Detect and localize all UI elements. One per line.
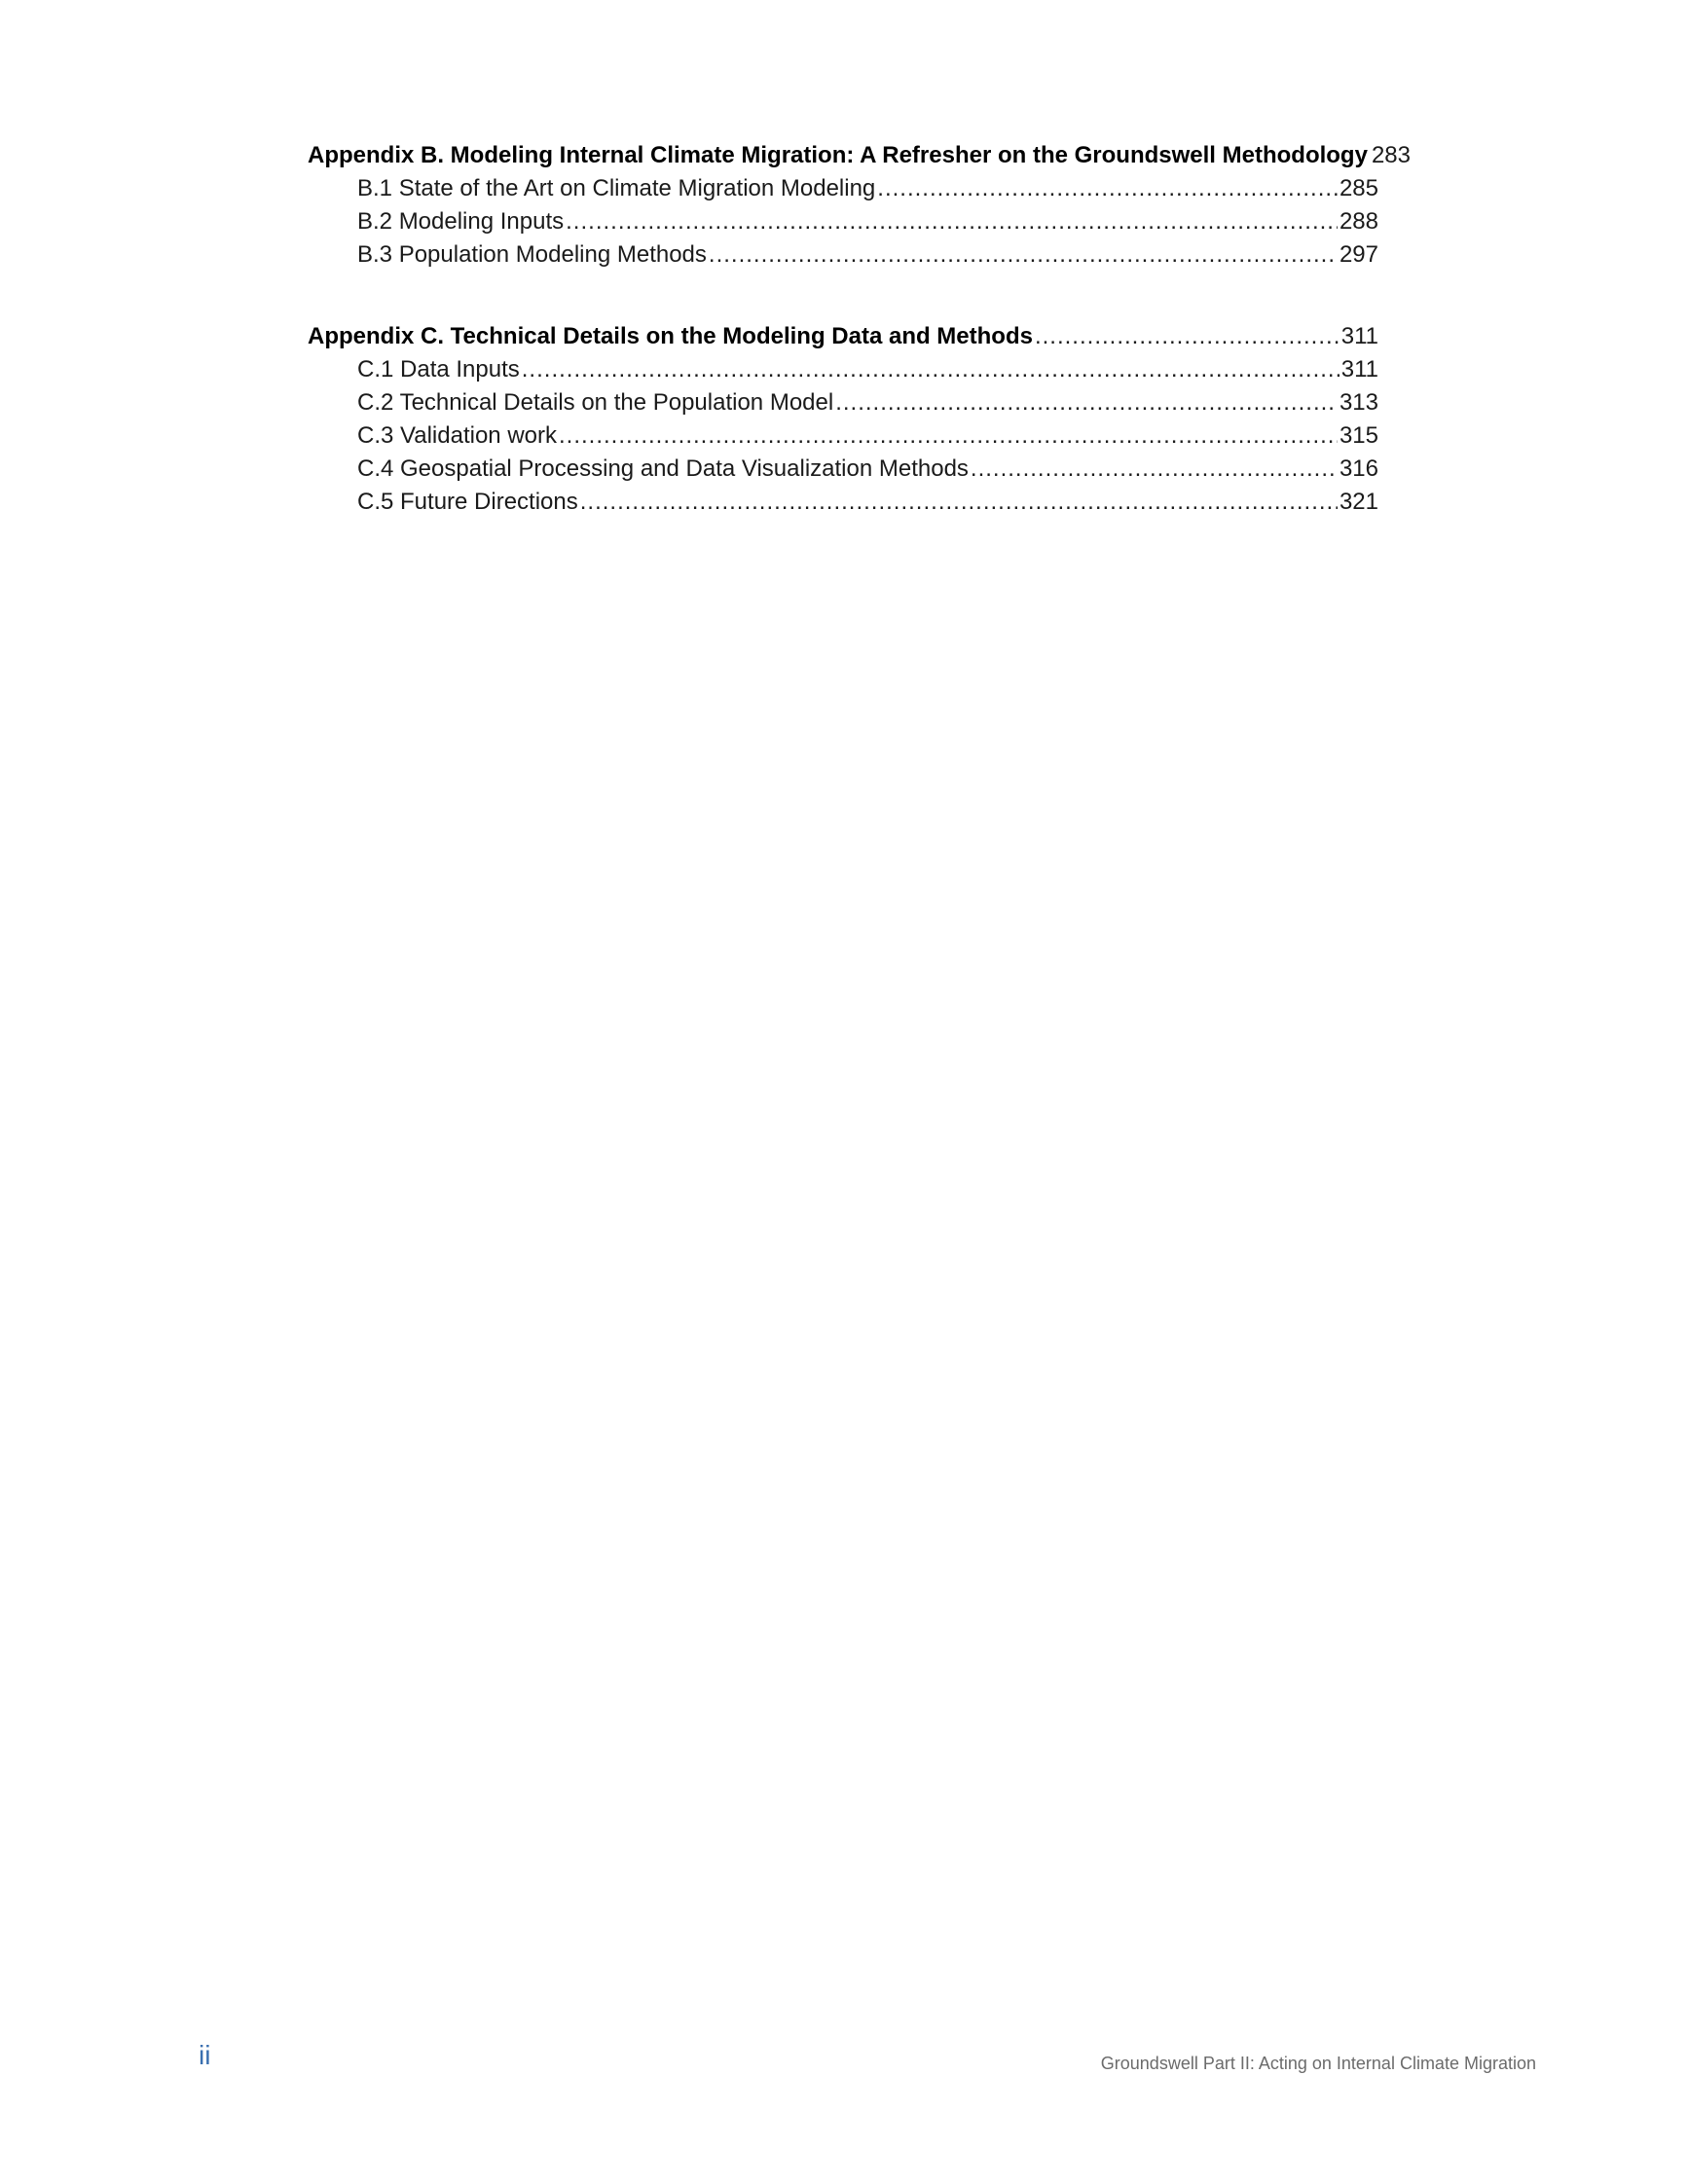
- toc-item-label: B.3 Population Modeling Methods: [357, 241, 707, 268]
- dot-leader: [709, 238, 1338, 272]
- toc-page-number: 315: [1339, 422, 1378, 449]
- dot-leader: [580, 486, 1338, 519]
- toc-item-label: B.1 State of the Art on Climate Migration Modeling: [357, 175, 876, 201]
- toc-page-number: 321: [1339, 489, 1378, 515]
- toc-item-c4[interactable]: [308, 453, 1378, 486]
- toc-heading-appendix-c[interactable]: [308, 320, 1378, 353]
- toc-page-number: 283: [1371, 142, 1411, 168]
- toc-item-b3[interactable]: [308, 238, 1378, 272]
- toc-item-b1[interactable]: [308, 172, 1378, 205]
- toc-item-label: C.5 Future Directions: [357, 489, 578, 515]
- toc-page-number: 311: [1340, 356, 1378, 382]
- toc-item-label: C.3 Validation work: [357, 422, 557, 449]
- toc-item-label: C.2 Technical Details on the Population Model: [357, 389, 834, 416]
- toc-heading-label: Appendix C. Technical Details on the Modeling Data and Methods: [308, 323, 1033, 349]
- toc-item-label: C.1 Data Inputs: [357, 356, 520, 382]
- toc-item-c2[interactable]: [308, 386, 1378, 419]
- toc-item-c3[interactable]: [308, 419, 1378, 453]
- dot-leader: [877, 172, 1338, 205]
- toc-page-number: 311: [1340, 323, 1378, 349]
- dot-leader: [559, 419, 1338, 453]
- toc-page-number: 313: [1339, 389, 1378, 416]
- toc-page-number: 285: [1339, 175, 1378, 201]
- dot-leader: [566, 205, 1338, 238]
- toc-item-label: B.2 Modeling Inputs: [357, 208, 565, 235]
- toc-heading-label: Appendix B. Modeling Internal Climate Migration: A Refresher on the Groundswell Methodology: [308, 142, 1368, 168]
- dot-leader: [522, 353, 1339, 386]
- toc-page-number: 288: [1339, 208, 1378, 235]
- toc-page-number: 316: [1339, 455, 1378, 482]
- toc-section-appendix-b: [308, 139, 1411, 272]
- dot-leader: [835, 386, 1338, 419]
- table-of-contents: [308, 139, 1411, 567]
- dot-leader: [971, 453, 1338, 486]
- toc-item-c5[interactable]: [308, 486, 1378, 519]
- footer-page-number: ii: [199, 2040, 211, 2070]
- toc-heading-appendix-b[interactable]: [308, 139, 1411, 172]
- footer-document-title: Groundswell Part II: Acting on Internal Climate Migration: [1100, 2054, 1536, 2073]
- toc-item-label: C.4 Geospatial Processing and Data Visualization Methods: [357, 455, 969, 482]
- toc-section-appendix-c: [308, 320, 1378, 519]
- toc-item-c1[interactable]: [308, 353, 1378, 386]
- toc-item-b2[interactable]: [308, 205, 1378, 238]
- dot-leader: [1035, 320, 1339, 353]
- toc-page-number: 297: [1339, 241, 1378, 268]
